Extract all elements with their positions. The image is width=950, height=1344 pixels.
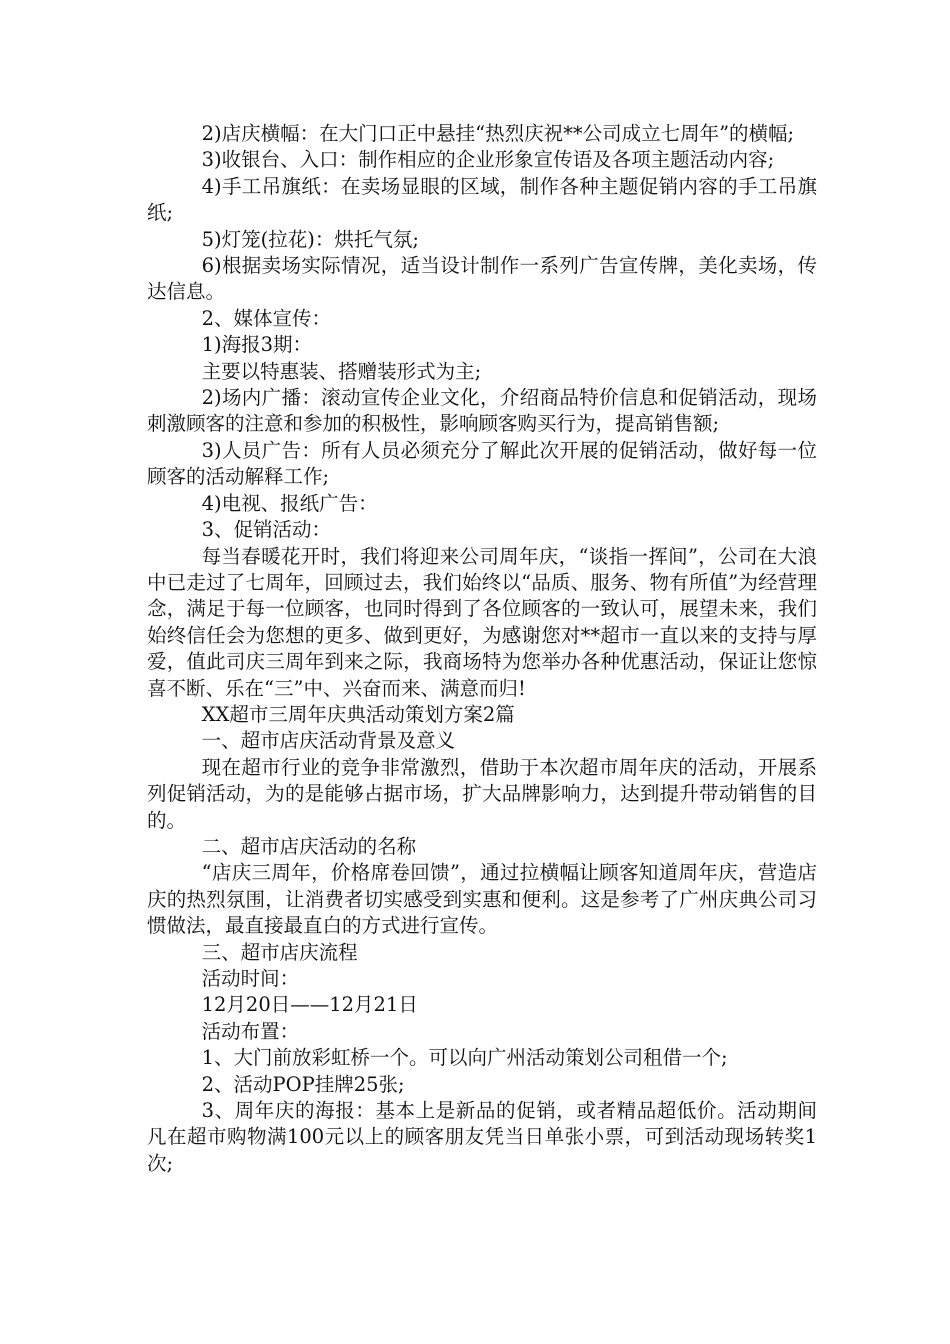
paragraph-lanterns: 5)灯笼(拉花)：烘托气氛; (201, 227, 419, 251)
paragraph-background: 现在超市行业的竞争非常激烈，借助于本次超市周年庆的活动，开展系列促销活动，为的是能够占据市场，扩大品牌影响力，达到提升带动销售的目的。 (147, 755, 817, 832)
heading-process: 三、超市店庆流程 (201, 940, 358, 964)
heading-promotion-activity: 3、促销活动： (201, 518, 332, 542)
label-activity-layout: 活动布置： (201, 1019, 300, 1043)
paragraph-posters: 1)海报3期： (201, 333, 313, 357)
heading-activity-name: 二、超市店庆活动的名称 (201, 834, 417, 858)
paragraph-in-store-broadcast: 2)场内广播：滚动宣传企业文化，介绍商品特价信息和促销活动，现场刺激顾客的注意和参加的积极性，影响顾客购买行为，提高销售额; (147, 386, 817, 436)
paragraph-checkout-entrance: 3)收银台、入口：制作相应的企业形象宣传语及各项主题活动内容; (201, 148, 775, 172)
paragraph-tv-newspaper: 4)电视、报纸广告： (201, 491, 378, 515)
document-body (147, 121, 817, 1177)
paragraph-banner: 2)店庆横幅：在大门口正中悬挂“热烈庆祝**公司成立七周年”的横幅; (201, 122, 795, 145)
paragraph-hanging-flags: 4)手工吊旗纸：在卖场显眼的区域，制作各种主题促销内容的手工吊旗纸; (147, 174, 817, 225)
paragraph-anniversary-poster: 3、周年庆的海报：基本上是新品的促销，或者精品超低价。活动期间凡在超市购物满100元以上的顾客朋友凭当日单张小票，可到活动现场转奖1次; (147, 1099, 817, 1175)
section-title-plan: XX超市三周年庆典活动策划方案2篇 (201, 702, 515, 726)
paragraph-rainbow-arch: 1、大门前放彩虹桥一个。可以向广州活动策划公司租借一个; (201, 1046, 728, 1070)
heading-media-promotion: 2、媒体宣传： (201, 306, 332, 330)
value-activity-dates: 12月20日——12月21日 (201, 993, 418, 1017)
heading-background: 一、超市店庆活动背景及意义 (201, 729, 456, 753)
paragraph-billboards: 6)根据卖场实际情况，适当设计制作一系列广告宣传牌，美化卖场，传达信息。 (147, 254, 817, 304)
paragraph-staff-advertising: 3)人员广告：所有人员必须充分了解此次开展的促销活动，做好每一位顾客的活动解释工作; (147, 438, 817, 489)
paragraph-activity-name: “店庆三周年，价格席卷回馈”，通过拉横幅让顾客知道周年庆，营造店庆的热烈氛围，让消费者切实感受到实惠和便利。这是参考了广州庆典公司习惯做法，最直接最直白的方式进行宣传。 (147, 861, 817, 938)
paragraph-posters-detail: 主要以特惠装、搭赠装形式为主; (201, 359, 482, 383)
label-activity-time: 活动时间： (201, 967, 300, 990)
paragraph-pop-signs: 2、活动POP挂牌25张; (201, 1072, 405, 1096)
paragraph-anniversary-message: 每当春暖花开时，我们将迎来公司周年庆，“谈指一挥间”，公司在大浪中已走过了七周年，回顾过去，我们始终以“品质、服务、物有所值”为经营理念，满足于每一位顾客，也同时得到了各位顾客的一致认可，展望未来，我们始终信任会为您想的更多、做到更好，为感谢您对**超市一直以来的支持与厚爱，值此司庆三周年到来之际，我商场特为您举办各种优惠活动，保证让您惊喜不断、乐在“三”中、兴奋而来、满意而归! (147, 544, 817, 700)
